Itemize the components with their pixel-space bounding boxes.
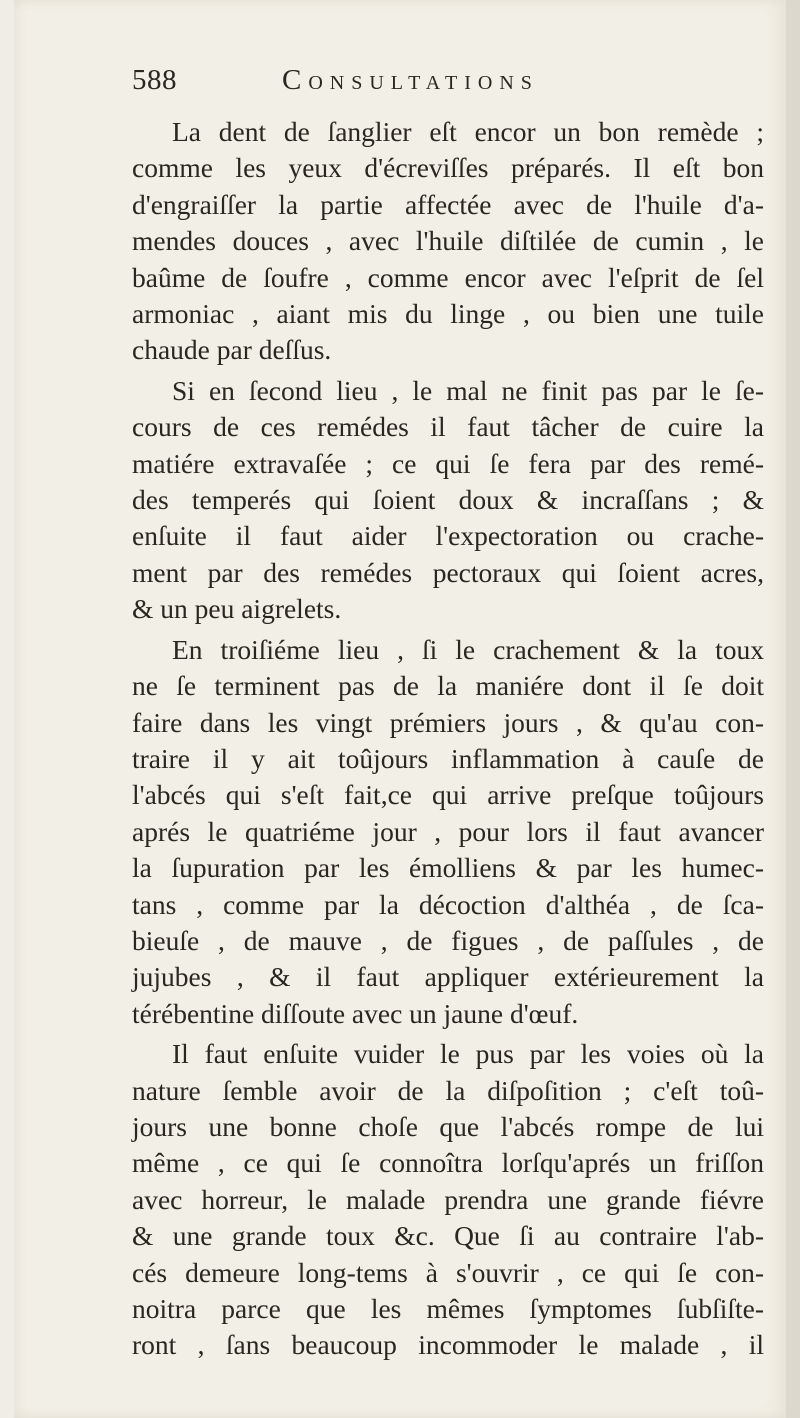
paragraph [132, 373, 764, 628]
text-line: aprés le quatriéme jour , pour lors il faut avancer [132, 815, 764, 847]
running-title: Consultations [282, 64, 539, 96]
text-line: enſuite il faut aider l'expectoration ou crache- [132, 520, 764, 552]
text-line: baûme de ſoufre , comme encor avec l'eſprit de ſel [132, 261, 764, 293]
paragraph [132, 114, 764, 369]
text-block [132, 62, 764, 1364]
text-line: Il faut enſuite vuider le pus par les voies où la [172, 1038, 764, 1070]
page-header [132, 62, 764, 114]
text-line: matiére extravaſée ; ce qui ſe fera par des remé- [132, 447, 764, 479]
text-line: La dent de ſanglier eſt encor un bon remède ; [172, 116, 764, 147]
text-line: mendes douces , avec l'huile diſtilée de cumin , le [132, 225, 764, 257]
text-line: ront , ſans beaucoup incommoder le malade , il [132, 1329, 764, 1361]
paragraph [132, 632, 764, 1032]
text-line: jujubes , & il faut appliquer extérieurement la [132, 961, 764, 993]
text-line: traire il y ait toûjours inflammation à cauſe de [132, 742, 764, 774]
text-line: même , ce qui ſe connoîtra lorſqu'aprés un friſſon [132, 1147, 764, 1179]
text-line: avec horreur, le malade prendra une grande fiévre [132, 1183, 764, 1215]
text-line: chaude par deſſus. [132, 334, 332, 366]
page-edge [786, 0, 800, 1418]
text-line: ment par des remédes pectoraux qui ſoient acres, [132, 556, 764, 588]
text-line: jours une bonne choſe que l'abcés rompe de lui [132, 1110, 764, 1142]
text-line: comme les yeux d'écreviſſes préparés. Il eſt bon [132, 152, 764, 184]
text-line: tans , comme par la décoction d'althéa , de ſca- [132, 888, 764, 920]
text-line: cés demeure long-tems à s'ouvrir , ce qui ſe con- [132, 1256, 764, 1288]
text-line: & un peu aigrelets. [132, 593, 342, 625]
text-line: nature ſemble avoir de la diſpoſition ; c'eſt toû- [132, 1074, 764, 1106]
text-line: d'engraiſſer la partie affectée avec de l'huile d'a- [132, 188, 764, 220]
text-line: Si en ſecond lieu , le mal ne finit pas par le ſe- [172, 374, 764, 406]
page-number: 588 [132, 64, 177, 96]
text-line: térébentine diſſoute avec un jaune d'œuf. [132, 997, 579, 1029]
text-line: des temperés qui ſoient doux & incraſſans ; & [132, 484, 764, 516]
text-line: noitra parce que les mêmes ſymptomes ſubſiſte- [132, 1293, 764, 1324]
text-line: & une grande toux &c. Que ſi au contraire l'ab- [132, 1220, 764, 1252]
text-line: la ſupuration par les émolliens & par les humec- [132, 852, 764, 884]
text-line: armoniac , aiant mis du linge , ou bien une tuile [132, 298, 764, 330]
text-line: l'abcés qui s'eſt fait,ce qui arrive preſque toûjours [132, 779, 764, 811]
text-line: faire dans les vingt prémiers jours , & qu'au con- [132, 706, 764, 738]
text-line: cours de ces remédes il faut tâcher de cuire la [132, 411, 764, 443]
text-line: ne ſe terminent pas de la maniére dont il ſe doit [132, 670, 764, 702]
paragraph [132, 1036, 764, 1364]
text-line: En troiſiéme lieu , ſi le crachement & la toux [172, 633, 764, 665]
text-line: bieuſe , de mauve , de figues , de paſſules , de [132, 924, 764, 956]
